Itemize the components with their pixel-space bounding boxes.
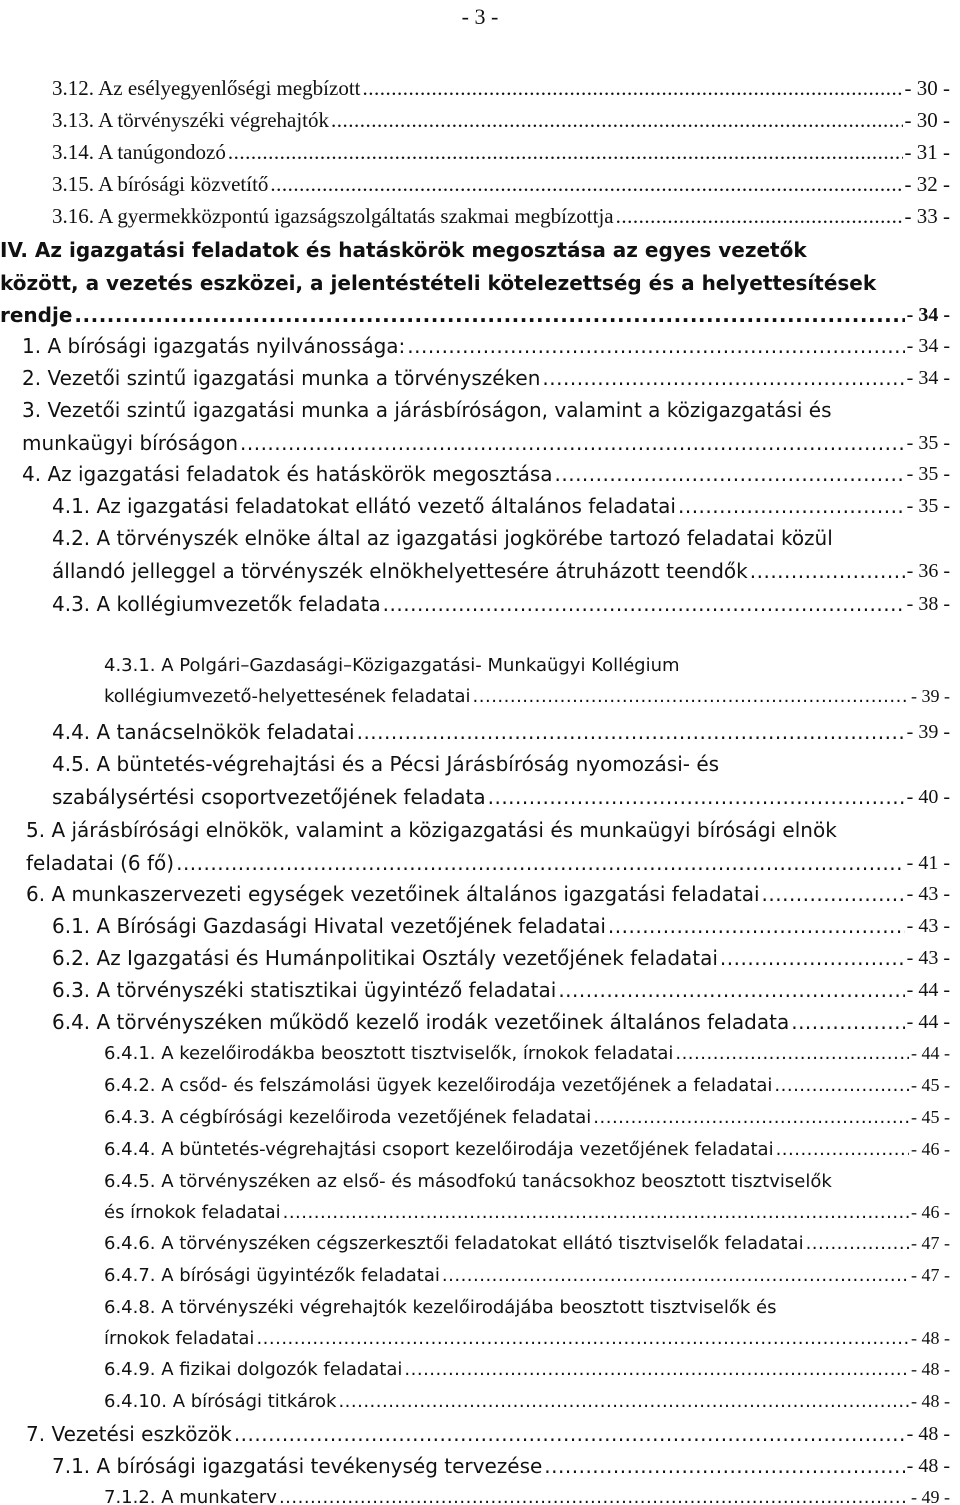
toc-entry-title: 6.4.8. A törvényszéki végrehajtók kezelőirodájába beosztott tisztviselők és [104, 1297, 777, 1318]
toc-page-number: - 48 - [911, 1391, 950, 1411]
dot-leader [675, 1038, 909, 1069]
dot-leader [720, 942, 905, 975]
toc-entry[interactable] [104, 1102, 950, 1133]
toc-entry-title: 3. Vezetői szintű igazgatási munka a járásbíróságon, valamint a közigazgatási és [22, 398, 832, 422]
toc-entry[interactable] [52, 942, 950, 975]
toc-entry-title: írnokok feladatai [104, 1328, 255, 1349]
toc-page-number: - 47 - [911, 1233, 950, 1253]
dot-leader [256, 1323, 909, 1354]
toc-page-number: - 46 - [911, 1202, 950, 1222]
toc-entry-title: és írnokok feladatai [104, 1202, 281, 1223]
dot-leader [542, 362, 904, 395]
toc-entry-title: 4.3.1. A Polgári–Gazdasági–Közigazgatási- Munkaügyi Kollégium [104, 655, 680, 676]
toc-page-number: - 46 - [911, 1139, 950, 1159]
toc-entry[interactable] [22, 330, 950, 363]
toc-entry-title: 6.4.5. A törvényszéken az első- és másodfokú tanácsokhoz beosztott tisztviselők [104, 1171, 832, 1192]
toc-entry-title: 6.4.9. A fizikai dolgozók feladatai [104, 1359, 403, 1380]
toc-entry[interactable] [104, 1260, 950, 1291]
toc-entry-title: 6.4.1. A kezelőirodákba beosztott tisztviselők, írnokok feladatai [104, 1043, 674, 1064]
dot-leader [488, 781, 905, 814]
dot-leader [750, 555, 905, 588]
toc-page-number: - 35 - [906, 463, 950, 485]
toc-page-number: - 49 - [911, 1487, 950, 1505]
toc-entry[interactable] [0, 234, 950, 332]
toc-entry-title: 6.4.4. A büntetés-végrehajtási csoport kezelőirodája vezetőjének feladatai [104, 1139, 774, 1160]
dot-leader [331, 104, 902, 137]
toc-entry[interactable] [52, 748, 950, 813]
dot-leader [616, 200, 903, 233]
toc-entry-title: feladatai (6 fő) [26, 850, 175, 875]
dot-leader [407, 330, 904, 363]
toc-page-number: - 48 - [906, 1423, 950, 1445]
toc-page-number: - 43 - [906, 947, 950, 969]
toc-entry-title: 3.12. Az esélyegyenlőségi megbízott [52, 76, 361, 100]
toc-page-number: - 40 - [906, 785, 950, 808]
toc-entry[interactable] [22, 458, 950, 491]
dot-leader [776, 1134, 909, 1165]
toc-entry[interactable] [52, 522, 950, 587]
toc-entry[interactable] [104, 1070, 950, 1101]
toc-entry[interactable] [104, 1386, 950, 1417]
toc-entry[interactable] [26, 878, 950, 911]
dot-leader [555, 458, 905, 491]
toc-entry[interactable] [22, 394, 950, 459]
toc-page-number: - 47 - [911, 1265, 950, 1285]
toc-entry[interactable] [52, 1450, 950, 1483]
toc-entry[interactable] [52, 716, 950, 749]
toc-page-number: - 30 - [904, 108, 950, 132]
toc-page-number: - 43 - [906, 883, 950, 905]
toc-entry-title: 6.4. A törvényszéken működő kezelő irodák vezetőinek általános feladata [52, 1010, 790, 1034]
toc-entry[interactable] [104, 1228, 950, 1259]
dot-leader [279, 1482, 909, 1505]
dot-leader [234, 1418, 905, 1451]
toc-entry-title: 2. Vezetői szintű igazgatási munka a törvényszéken [22, 366, 541, 390]
toc-entry-title: 7. Vezetési eszközök [26, 1422, 232, 1446]
toc-entry[interactable] [104, 1166, 950, 1228]
toc-entry-title: 6.4.6. A törvényszéken cégszerkesztői feladatokat ellátó tisztviselők feladatai [104, 1233, 804, 1254]
toc-page-number: - 34 - [906, 304, 950, 326]
toc-entry-title: 6.4.10. A bírósági titkárok [104, 1391, 337, 1412]
toc-page-number: - 36 - [906, 559, 950, 582]
toc-entry[interactable] [104, 1292, 950, 1354]
toc-entry-title: állandó jelleggel a törvényszék elnökhelyettesére átruházott teendők [52, 558, 748, 583]
dot-leader [774, 1070, 909, 1101]
dot-leader [338, 1386, 909, 1417]
toc-entry[interactable] [104, 1038, 950, 1069]
toc-page-number: - 44 - [911, 1043, 950, 1063]
dot-leader [593, 1102, 909, 1133]
toc-entry[interactable] [52, 910, 950, 943]
dot-leader [473, 681, 909, 712]
dot-leader [791, 1006, 904, 1039]
toc-page-number: - 39 - [911, 686, 950, 706]
toc-page-number: - 33 - [904, 204, 950, 228]
toc-entry-title: 6.2. Az Igazgatási és Humánpolitikai Osztály vezetőjének feladatai [52, 946, 718, 970]
toc-entry-title: 6. A munkaszervezeti egységek vezetőinek általános igazgatási feladatai [26, 882, 760, 906]
toc-entry-title: 1. A bírósági igazgatás nyilvánossága: [22, 334, 406, 358]
toc-entry-title: 4.4. A tanácselnökök feladatai [52, 720, 355, 744]
toc-entry-title: munkaügyi bíróságon [22, 430, 238, 455]
toc-page-number: - 43 - [906, 915, 950, 937]
dot-leader [283, 1197, 909, 1228]
toc-entry-title: között, a vezetés eszközei, a jelentéstételi kötelezettség és a helyettesítések [0, 270, 877, 295]
dot-leader [608, 910, 905, 943]
toc-entry-title: 3.16. A gyermekközpontú igazságszolgáltatás szakmai megbízottja [52, 204, 614, 228]
toc-page-number: - 44 - [906, 979, 950, 1001]
toc-page-number: - 34 - [906, 367, 950, 389]
toc-entry[interactable] [52, 104, 950, 137]
toc-entry[interactable] [52, 72, 950, 105]
toc-page-number: - 35 - [906, 495, 950, 517]
dot-leader [240, 427, 905, 460]
toc-entry-title: 5. A járásbírósági elnökök, valamint a közigazgatási és munkaügyi bírósági elnök [26, 818, 837, 842]
toc-page-number: - 39 - [906, 721, 950, 743]
toc-entry-title: rendje [0, 303, 73, 327]
toc-entry-title: 6.4.7. A bírósági ügyintézők feladatai [104, 1265, 440, 1286]
toc-entry-title: 4.2. A törvényszék elnöke által az igazgatási jogkörébe tartozó feladatai közül [52, 526, 833, 550]
toc-entry-title: 3.15. A bírósági közvetítő [52, 172, 269, 196]
toc-entry-title: 7.1. A bírósági igazgatási tevékenység tervezése [52, 1454, 543, 1478]
page-number: - 3 - [461, 4, 499, 29]
toc-entry-title: 7.1.2. A munkaterv [104, 1487, 277, 1505]
toc-page-number: - 31 - [904, 140, 950, 164]
dot-leader [558, 974, 904, 1007]
toc-entry-title: 4. Az igazgatási feladatok és hatáskörök megosztása [22, 462, 553, 486]
toc-page-number: - 44 - [906, 1011, 950, 1033]
dot-leader [228, 136, 903, 169]
toc-page-number: - 48 - [911, 1328, 950, 1348]
dot-leader [404, 1354, 909, 1385]
dot-leader [762, 878, 905, 911]
toc-entry[interactable] [52, 588, 950, 621]
toc-entry-title: 3.14. A tanúgondozó [52, 140, 226, 164]
toc-entry[interactable] [52, 168, 950, 201]
toc-page-number: - 48 - [911, 1359, 950, 1379]
toc-entry-title: 4.5. A büntetés-végrehajtási és a Pécsi Járásbíróság nyomozási- és [52, 752, 720, 776]
toc-page-number: - 41 - [906, 851, 950, 874]
dot-leader [357, 716, 905, 749]
toc-entry-title: 6.3. A törvényszéki statisztikai ügyintéző feladatai [52, 978, 557, 1002]
toc-entry[interactable] [52, 490, 950, 523]
toc-page-number: - 48 - [906, 1455, 950, 1477]
dot-leader [363, 72, 903, 105]
toc-entry-title: 3.13. A törvényszéki végrehajtók [52, 108, 330, 132]
toc-page-number: - 32 - [904, 172, 950, 196]
dot-leader [442, 1260, 909, 1291]
dot-leader [74, 299, 904, 332]
toc-page-number: - 45 - [911, 1107, 950, 1127]
toc-entry[interactable] [52, 200, 950, 233]
toc-entry[interactable] [22, 362, 950, 395]
toc-entry-title: 6.1. A Bírósági Gazdasági Hivatal vezetőjének feladatai [52, 914, 606, 938]
dot-leader [678, 490, 905, 523]
toc-entry-title: 4.3. A kollégiumvezetők feladata [52, 592, 381, 616]
toc-entry[interactable] [26, 1418, 950, 1451]
toc-entry[interactable] [104, 1354, 950, 1385]
toc-entry-title: kollégiumvezető-helyettesének feladatai [104, 686, 471, 707]
toc-page-number: - 45 - [911, 1075, 950, 1095]
toc-page-number: - 30 - [904, 76, 950, 100]
dot-leader [270, 168, 902, 201]
dot-leader [544, 1450, 904, 1483]
toc-entry[interactable] [104, 1482, 950, 1505]
toc-entry[interactable] [52, 136, 950, 169]
toc-entry-title: szabálysértési csoportvezetőjének feladata [52, 784, 486, 809]
toc-entry-title: 4.1. Az igazgatási feladatokat ellátó vezető általános feladatai [52, 494, 676, 518]
toc-entry-title: 6.4.3. A cégbírósági kezelőiroda vezetőjének feladatai [104, 1107, 592, 1128]
toc-entry[interactable] [52, 1006, 950, 1039]
toc-entry-title: 6.4.2. A csőd- és felszámolási ügyek kezelőirodája vezetőjének a feladatai [104, 1075, 773, 1096]
toc-entry[interactable] [104, 1134, 950, 1165]
toc-entry[interactable] [104, 650, 950, 712]
toc-entry[interactable] [26, 814, 950, 879]
dot-leader [806, 1228, 909, 1259]
dot-leader [383, 588, 905, 621]
toc-page-number: - 35 - [906, 431, 950, 454]
toc-entry[interactable] [52, 974, 950, 1007]
dot-leader [176, 847, 905, 880]
toc-page-number: - 34 - [906, 335, 950, 357]
toc-entry-title: IV. Az igazgatási feladatok és hatáskörök megosztása az egyes vezetők [0, 238, 807, 262]
toc-page-number: - 38 - [906, 593, 950, 615]
